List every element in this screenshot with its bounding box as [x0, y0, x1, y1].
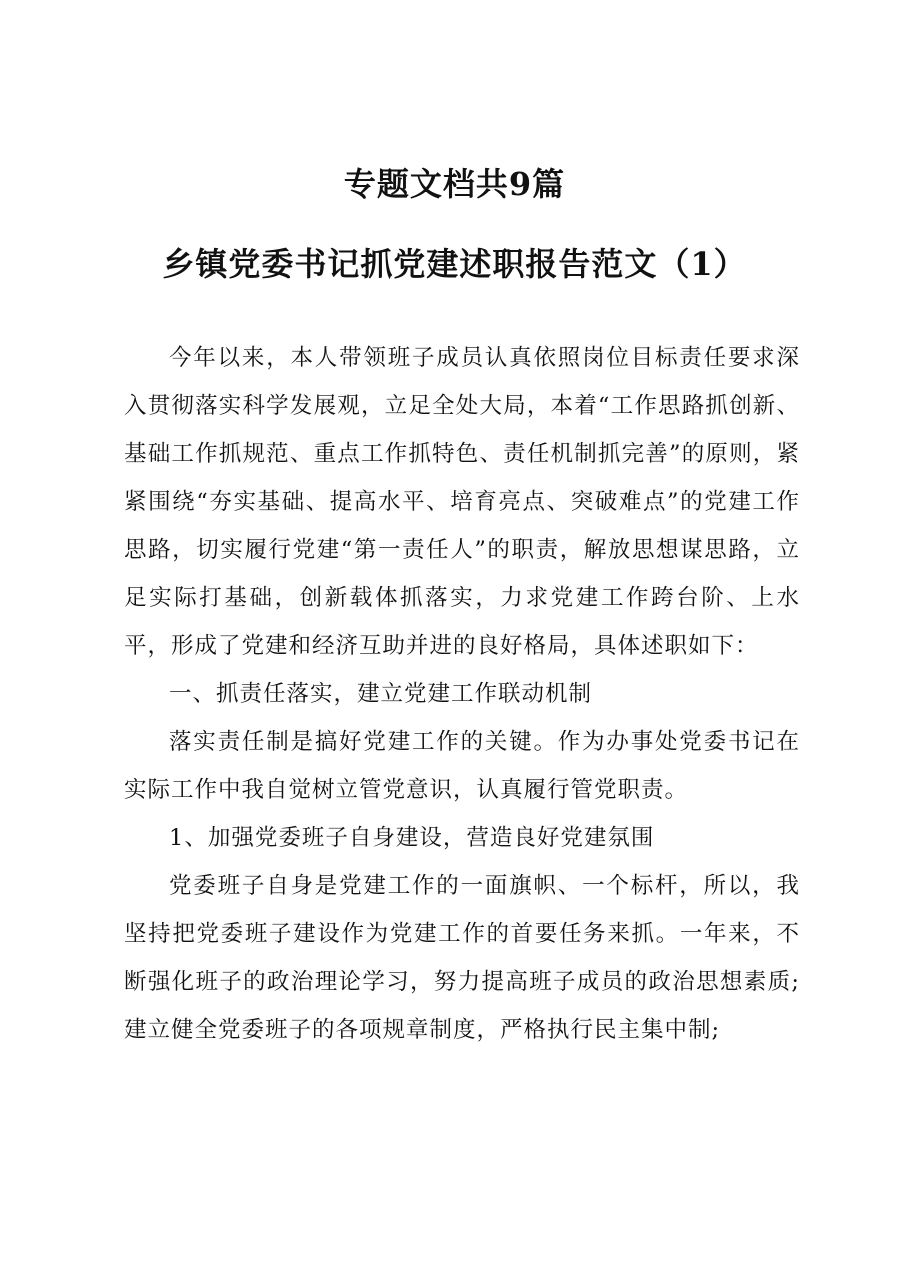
document-subtitle: 乡镇党委书记抓党建述职报告范文（1）	[162, 245, 747, 283]
document-body	[124, 334, 800, 1054]
section-heading-1: 一、抓责任落实，建立党建工作联动机制	[169, 681, 593, 707]
paragraph-intro: 今年以来，本人带领班子成员认真依照岗位目标责任要求深入贯彻落实科学发展观，立足全处大局，本着“工作思路抓创新、基础工作抓规范、重点工作抓特色、责任机制抓完善”的原则，紧紧围绕“夯实基础、提高水平、培育亮点、突破难点”的党建工作思路，切实履行党建“第一责任人”的职责，解放思想谋思路，立足实际打基础，创新载体抓落实，力求党建工作跨台阶、上水平，形成了党建和经济互助并进的良好格局，具体述职如下：	[124, 345, 800, 659]
paragraph-responsibility: 落实责任制是搞好党建工作的关键。作为办事处党委书记在实际工作中我自觉树立管党意识，认真履行管党职责。	[124, 729, 800, 803]
document-title: 专题文档共9篇	[343, 165, 566, 203]
subsection-heading-1: 1、加强党委班子自身建设，营造良好党建氛围	[169, 825, 655, 851]
paragraph-committee: 党委班子自身是党建工作的一面旗帜、一个标杆，所以，我坚持把党委班子建设作为党建工作的首要任务来抓。一年来，不断强化班子的政治理论学习，努力提高班子成员的政治思想素质;建立健全党委班子的各项规章制度，严格执行民主集中制;	[124, 873, 800, 1043]
